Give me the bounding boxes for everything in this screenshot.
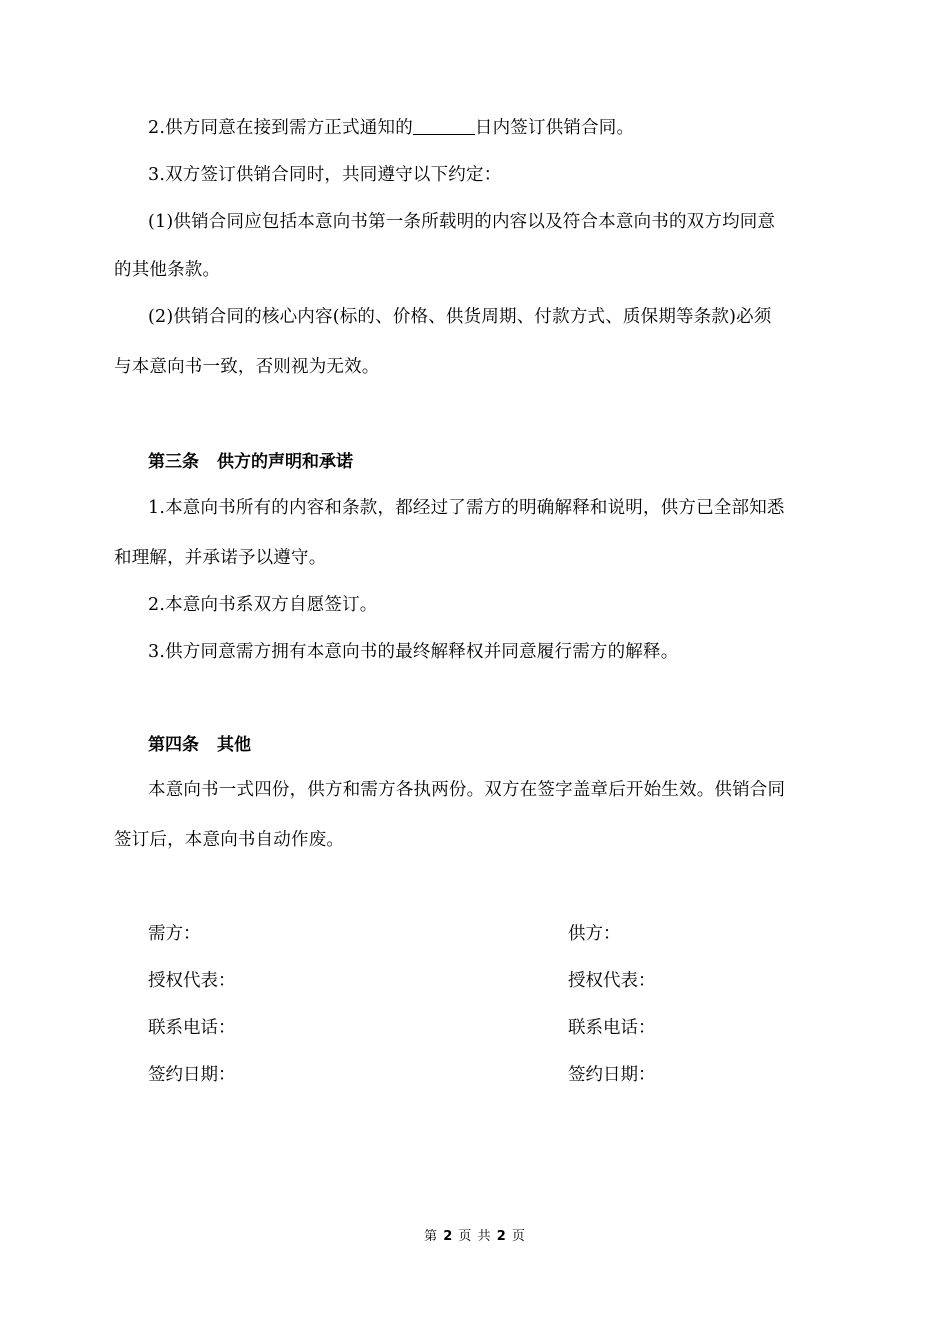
footer-middle: 页 共	[458, 1229, 492, 1244]
clause2-sub1-line1: (1)供销合同应包括本意向书第一条所载明的内容以及符合本意向书的双方均同意	[148, 212, 776, 232]
clause3-number: 第三条	[148, 452, 199, 472]
clause2-sub2-line1: (2)供销合同的核心内容(标的、价格、供货周期、付款方式、质保期等条款)必须	[148, 307, 772, 327]
clause2-item2-text-before: 2.供方同意在接到需方正式通知的	[148, 118, 413, 138]
clause2-item2	[148, 116, 838, 140]
footer-prefix: 第	[424, 1229, 439, 1244]
footer-total-pages: 2	[496, 1229, 507, 1244]
buyer-representative-label: 授权代表：	[148, 971, 236, 991]
supplier-phone-label: 联系电话：	[568, 1018, 656, 1038]
footer-suffix: 页	[511, 1229, 526, 1244]
clause3-item3: 3.供方同意需方拥有本意向书的最终解释权并同意履行需方的解释。	[148, 642, 679, 662]
clause2-item2-text-after: 日内签订供销合同。	[474, 118, 635, 138]
clause3-item2: 2.本意向书系双方自愿签订。	[148, 595, 378, 615]
buyer-date-label: 签约日期：	[148, 1065, 236, 1085]
buyer-party-label: 需方：	[148, 924, 201, 944]
clause3-item1-line2: 和理解，并承诺予以遵守。	[114, 548, 327, 568]
footer-current-page: 2	[443, 1229, 454, 1244]
clause2-item3: 3.双方签订供销合同时，共同遵守以下约定：	[148, 165, 502, 185]
clause4-line1: 本意向书一式四份，供方和需方各执两份。双方在签字盖章后开始生效。供销合同	[148, 780, 786, 800]
clause4-line2: 签订后，本意向书自动作废。	[114, 830, 345, 850]
days-blank-field	[413, 116, 475, 135]
clause3-item1-line1: 1.本意向书所有的内容和条款，都经过了需方的明确解释和说明，供方已全部知悉	[148, 498, 785, 518]
clause2-sub1-line2: 的其他条款。	[114, 260, 221, 280]
clause4-number: 第四条	[148, 735, 199, 755]
supplier-party-label: 供方：	[568, 924, 621, 944]
supplier-representative-label: 授权代表：	[568, 971, 656, 991]
clause3-heading	[148, 450, 353, 474]
clause4-title: 其他	[217, 735, 251, 755]
clause3-title: 供方的声明和承诺	[217, 452, 353, 472]
supplier-date-label: 签约日期：	[568, 1065, 656, 1085]
clause4-heading	[148, 733, 251, 757]
buyer-phone-label: 联系电话：	[148, 1018, 236, 1038]
page-footer	[0, 1228, 950, 1246]
clause2-sub2-line2: 与本意向书一致，否则视为无效。	[114, 357, 380, 377]
